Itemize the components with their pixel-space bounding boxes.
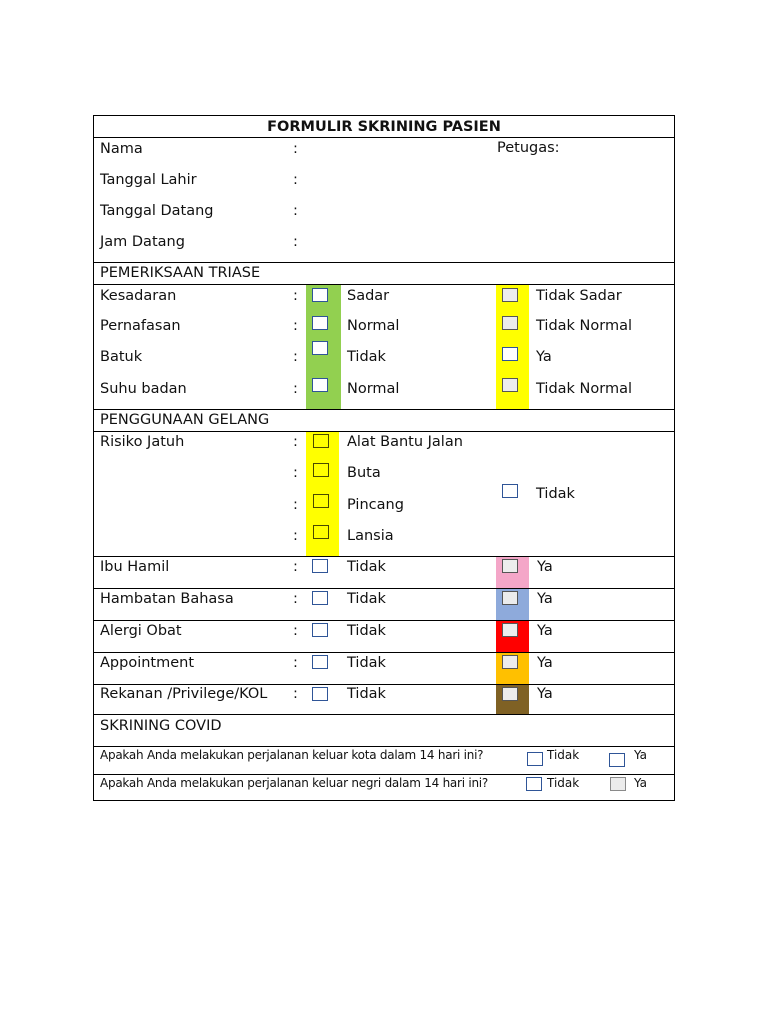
colon: : (293, 434, 298, 450)
divider (94, 431, 674, 432)
divider (94, 588, 674, 589)
gelang-yes-label: Ya (537, 559, 553, 575)
risiko-alat-bantu-checkbox[interactable] (313, 434, 329, 448)
risiko-pincang-checkbox[interactable] (313, 494, 329, 508)
triase-normal-label: Tidak (347, 349, 386, 365)
colon: : (293, 172, 298, 188)
gelang-no-label: Tidak (347, 559, 386, 575)
risiko-tidak-checkbox[interactable] (502, 484, 518, 498)
colon: : (293, 141, 298, 157)
gelang-row-label: Rekanan /Privilege/KOL (100, 686, 268, 702)
rekanan-tidak-checkbox[interactable] (312, 687, 328, 701)
label-jam-datang: Jam Datang (100, 234, 185, 250)
colon: : (293, 497, 298, 513)
divider (94, 284, 674, 285)
section-gelang-heading: PENGGUNAAN GELANG (100, 412, 270, 428)
alergi-obat-tidak-checkbox[interactable] (312, 623, 328, 637)
pernafasan-tidak-normal-checkbox[interactable] (502, 316, 518, 330)
triase-normal-label: Normal (347, 381, 400, 397)
hambatan-bahasa-tidak-checkbox[interactable] (312, 591, 328, 605)
colon: : (293, 623, 298, 639)
divider (94, 774, 674, 775)
gelang-yes-label: Ya (537, 623, 553, 639)
hambatan-bahasa-ya-checkbox[interactable] (502, 591, 518, 605)
appointment-ya-checkbox[interactable] (502, 655, 518, 669)
covid-negri-ya-checkbox[interactable] (610, 777, 626, 791)
gelang-yes-label: Ya (537, 686, 553, 702)
divider (94, 409, 674, 410)
colon: : (293, 318, 298, 334)
pernafasan-normal-checkbox[interactable] (312, 316, 328, 330)
covid-question: Apakah Anda melakukan perjalanan keluar kota dalam 14 hari ini? (100, 748, 484, 762)
risiko-option-label: Alat Bantu Jalan (347, 434, 463, 450)
covid-yes-label: Ya (634, 748, 648, 762)
appointment-tidak-checkbox[interactable] (312, 655, 328, 669)
triase-label: Pernafasan (100, 318, 181, 334)
gelang-row-label: Alergi Obat (100, 623, 182, 639)
batuk-tidak-checkbox[interactable] (312, 341, 328, 355)
divider (94, 262, 674, 263)
colon: : (293, 686, 298, 702)
triase-normal-label: Sadar (347, 288, 390, 304)
alergi-obat-ya-checkbox[interactable] (502, 623, 518, 637)
label-petugas: Petugas: (497, 140, 560, 156)
triase-abnormal-label: Tidak Normal (536, 318, 632, 334)
gelang-no-label: Tidak (347, 591, 386, 607)
gelang-no-label: Tidak (347, 655, 386, 671)
section-triase-heading: PEMERIKSAAN TRIASE (100, 265, 261, 281)
rekanan-ya-checkbox[interactable] (502, 687, 518, 701)
triase-abnormal-label: Ya (536, 349, 552, 365)
risiko-tidak-label: Tidak (536, 486, 575, 502)
colon: : (293, 559, 298, 575)
gelang-row-label: Appointment (100, 655, 195, 671)
triase-label: Batuk (100, 349, 143, 365)
risiko-option-label: Lansia (347, 528, 394, 544)
covid-no-label: Tidak (547, 748, 580, 762)
colon: : (293, 349, 298, 365)
batuk-ya-checkbox[interactable] (502, 347, 518, 361)
colon: : (293, 465, 298, 481)
label-nama: Nama (100, 141, 143, 157)
covid-yes-label: Ya (634, 776, 648, 790)
divider (94, 714, 674, 715)
colon: : (293, 203, 298, 219)
gelang-no-label: Tidak (347, 623, 386, 639)
divider (94, 652, 674, 653)
divider (94, 620, 674, 621)
ibu-hamil-ya-checkbox[interactable] (502, 559, 518, 573)
gelang-yes-label: Ya (537, 655, 553, 671)
section-covid-heading: SKRINING COVID (100, 718, 222, 734)
covid-no-label: Tidak (547, 776, 580, 790)
covid-negri-tidak-checkbox[interactable] (526, 777, 542, 791)
divider (94, 137, 674, 138)
triase-label: Suhu badan (100, 381, 187, 397)
divider (94, 556, 674, 557)
triase-normal-label: Normal (347, 318, 400, 334)
risiko-option-label: Buta (347, 465, 381, 481)
colon: : (293, 655, 298, 671)
covid-kota-tidak-checkbox[interactable] (527, 752, 543, 766)
screening-form (93, 115, 675, 801)
suhu-tidak-normal-checkbox[interactable] (502, 378, 518, 392)
divider (94, 746, 674, 747)
kesadaran-tidak-sadar-checkbox[interactable] (502, 288, 518, 302)
label-risiko-jatuh: Risiko Jatuh (100, 434, 185, 450)
label-tanggal-datang: Tanggal Datang (100, 203, 214, 219)
risiko-lansia-checkbox[interactable] (313, 525, 329, 539)
colon: : (293, 288, 298, 304)
triase-abnormal-label: Tidak Sadar (536, 288, 622, 304)
covid-question: Apakah Anda melakukan perjalanan keluar negri dalam 14 hari ini? (100, 776, 488, 790)
colon: : (293, 591, 298, 607)
colon: : (293, 528, 298, 544)
label-tanggal-lahir: Tanggal Lahir (100, 172, 197, 188)
covid-kota-ya-checkbox[interactable] (609, 753, 625, 767)
gelang-yes-label: Ya (537, 591, 553, 607)
form-title: FORMULIR SKRINING PASIEN (267, 119, 501, 135)
risiko-buta-checkbox[interactable] (313, 463, 329, 477)
ibu-hamil-tidak-checkbox[interactable] (312, 559, 328, 573)
suhu-normal-checkbox[interactable] (312, 378, 328, 392)
gelang-row-label: Hambatan Bahasa (100, 591, 234, 607)
gelang-no-label: Tidak (347, 686, 386, 702)
triase-abnormal-label: Tidak Normal (536, 381, 632, 397)
triase-label: Kesadaran (100, 288, 177, 304)
colon: : (293, 234, 298, 250)
colon: : (293, 381, 298, 397)
gelang-row-label: Ibu Hamil (100, 559, 170, 575)
kesadaran-sadar-checkbox[interactable] (312, 288, 328, 302)
risiko-option-label: Pincang (347, 497, 404, 513)
